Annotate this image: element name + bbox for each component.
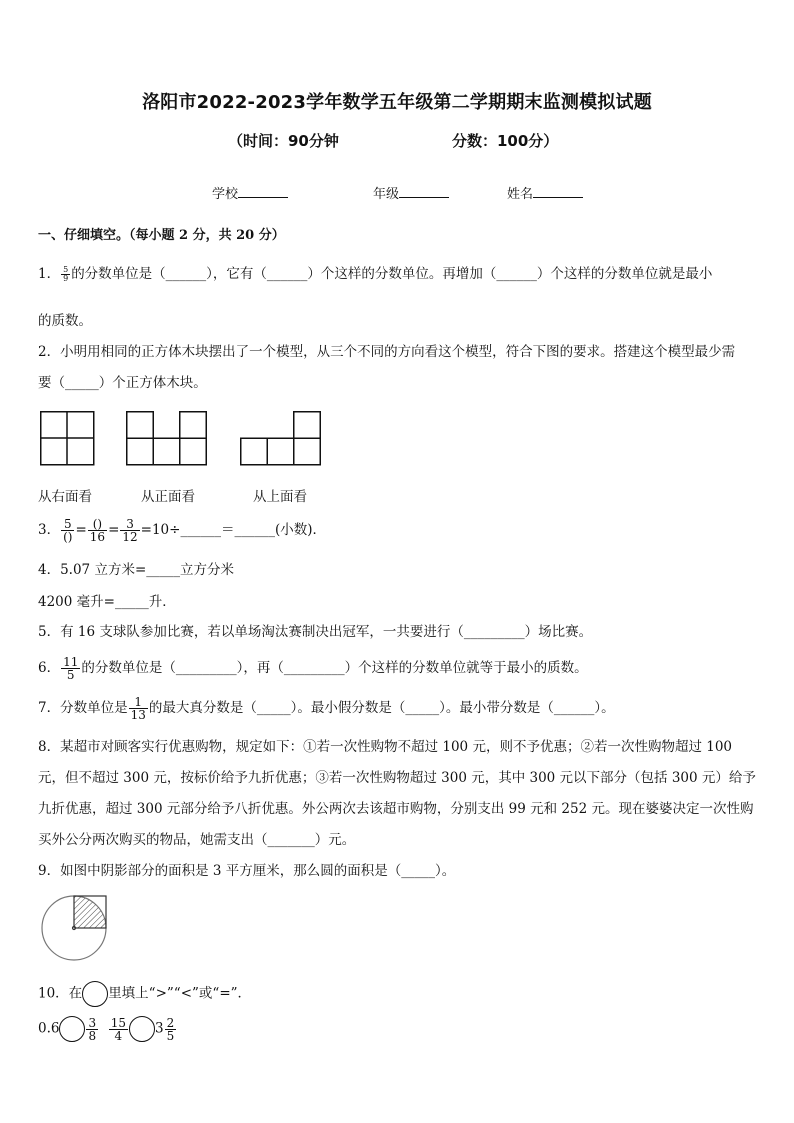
question-5: 5．有 16 支球队参加比赛，若以单场淘汰赛制决出冠军，一共要进行（_________）场比赛。 xyxy=(38,624,593,640)
question-10: 10．在 里填上“>”“<”或“=”． xyxy=(38,981,251,1007)
question-9: 9．如图中阴影部分的面积是 3 平方厘米，那么圆的面积是（_____）。 xyxy=(38,863,456,879)
question-4-line2: 4200 毫升=_____升． xyxy=(38,594,176,610)
top-view-figure xyxy=(240,411,324,467)
question-3: 3． $\frac{5}{()}$ = $\frac{()}{16}$ = $\frac{3}{12}$ =10÷______＝______(小数)． xyxy=(38,517,326,544)
question-8-line4: 买外公分两次购买的物品，她需支出（_______）元。 xyxy=(38,832,356,848)
question-8-line1: 8．某超市对顾客实行优惠购物，规定如下：①若一次性购物不超过 100 元，则不予优惠；②若一次性购物超过 100 xyxy=(38,739,732,755)
question-7: 7．分数单位是 $\frac{1}{13}$ 的最大真分数是（_____）。最小假分数是（_____）。最小带分数是（______）。 xyxy=(38,695,615,722)
fraction: $\frac{5}{9}$ xyxy=(63,265,69,283)
question-1: 1． $\frac{5}{9}$ 的分数单位是（______），它有（______）个这样的分数单位。再增加（______）个这样的分数单位就是最小 xyxy=(38,265,713,283)
name-field: 姓名 xyxy=(507,183,583,202)
school-field: 学校 xyxy=(212,183,288,202)
time-label: （时间：90分钟 xyxy=(228,132,339,150)
front-view-figure xyxy=(126,411,210,467)
compare-circle-1[interactable] xyxy=(59,1016,85,1042)
page-title: 洛阳市2022-2023学年数学五年级第二学期期末监测模拟试题 xyxy=(142,92,652,113)
view-label-right: 从右面看 xyxy=(38,489,92,505)
question-6: 6． $\frac{11}{5}$ 的分数单位是（_________），再（_________）个这样的分数单位就等于最小的质数。 xyxy=(38,655,588,682)
question-2-line2: 要（_____）个正方体木块。 xyxy=(38,375,207,391)
question-1-cont: 的质数。 xyxy=(38,313,92,329)
circle-shaded-figure xyxy=(40,892,114,962)
question-10-compare: 0.6 $\frac{3}{8}$ $\frac{15}{4}$ 3 $\frac{2}{5}$ xyxy=(38,1015,175,1043)
question-4-line1: 4．5.07 立方米=_____立方分米 xyxy=(38,562,235,578)
question-2-line1: 2．小明用相同的正方体木块摆出了一个模型，从三个不同的方向看这个模型，符合下图的要求。搭建这个模型最少需 xyxy=(38,344,736,360)
view-label-top: 从上面看 xyxy=(253,489,307,505)
answer-circle[interactable] xyxy=(82,981,108,1007)
question-8-line2: 元，但不超过 300 元，按标价给予九折优惠；③若一次性购物超过 300 元，其中 300 元以下部分（包括 300 元）给予 xyxy=(38,770,756,786)
view-label-front: 从正面看 xyxy=(141,489,195,505)
grade-field: 年级 xyxy=(373,183,449,202)
score-label: 分数：100分） xyxy=(452,132,559,150)
section-heading: 一、仔细填空。（每小题 2 分，共 20 分） xyxy=(38,228,285,243)
compare-circle-2[interactable] xyxy=(129,1016,155,1042)
question-8-line3: 九折优惠，超过 300 元部分给予八折优惠。外公两次去该超市购物，分别支出 99 元和 252 元。现在婆婆决定一次性购 xyxy=(38,801,754,817)
right-view-figure xyxy=(40,411,96,467)
